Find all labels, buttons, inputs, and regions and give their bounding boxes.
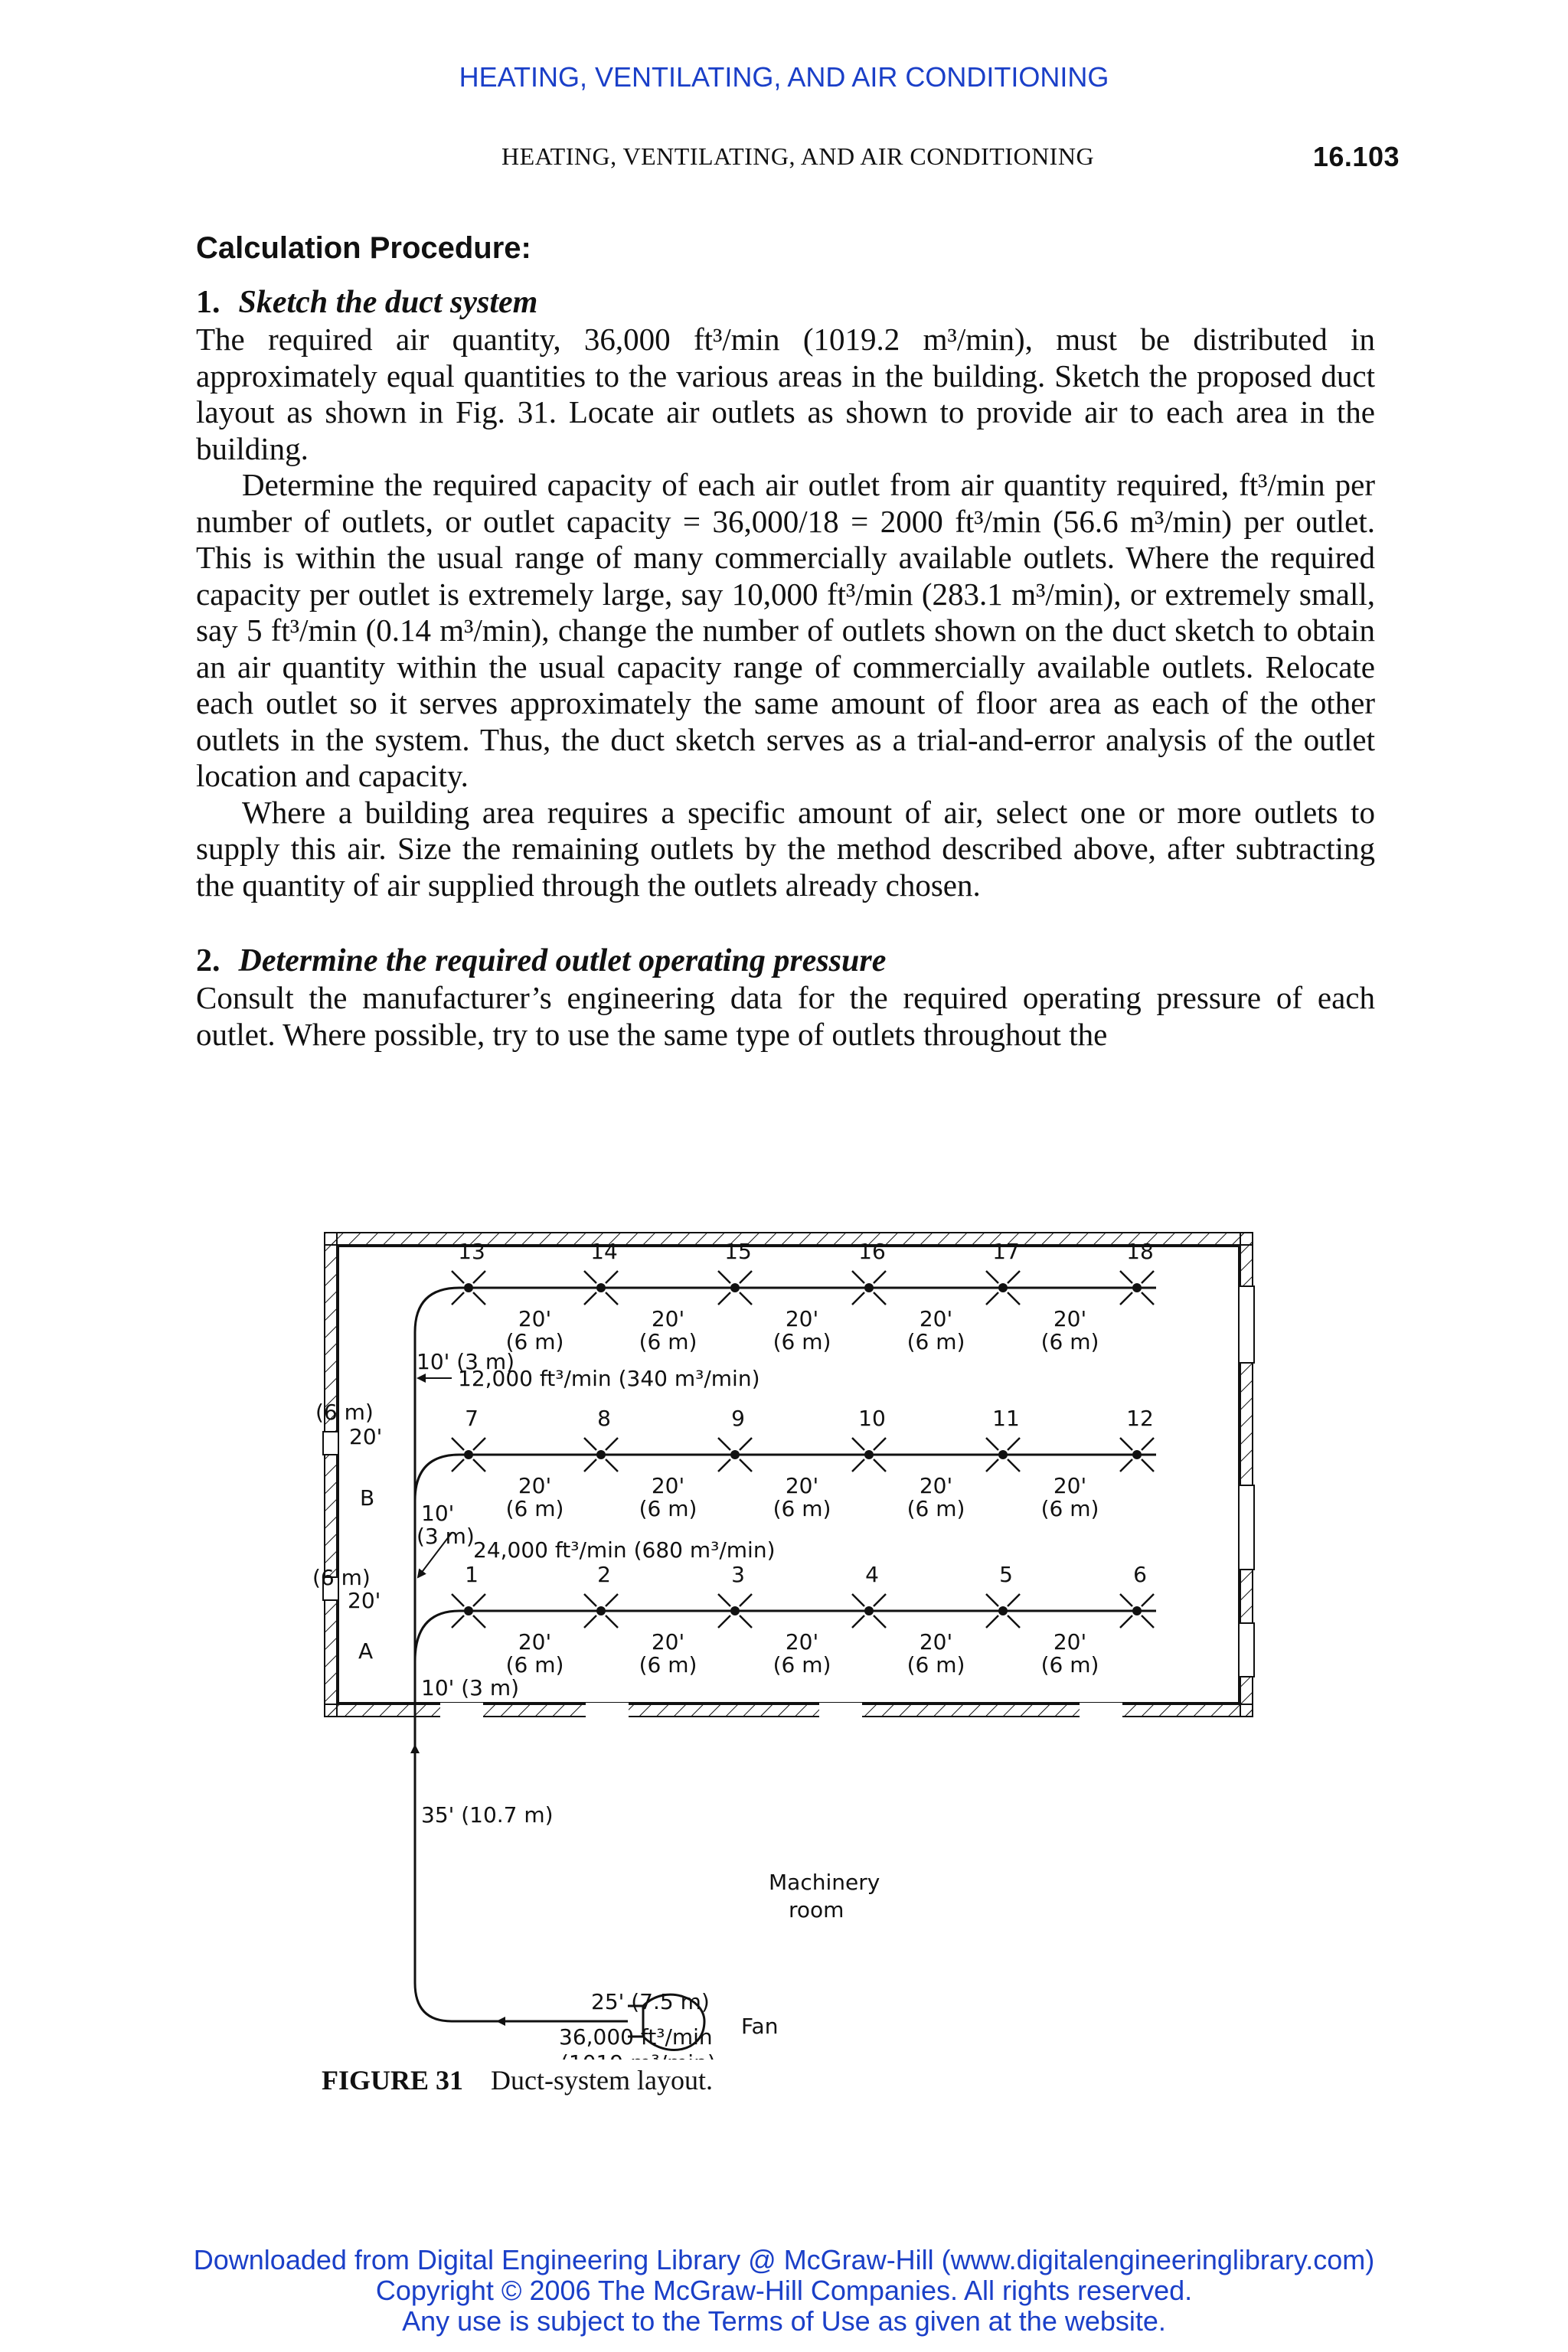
machinery-room-line-2: room (789, 1897, 844, 1922)
outlet-number-1: 1 (465, 1562, 479, 1587)
riser-segment-ft-lower: 20' (348, 1588, 381, 1613)
outlet-number-6: 6 (1133, 1562, 1147, 1587)
step1-paragraph-3: Where a building area requires a specific amount of air, select one or more outlets to supply this air. Size the remaining outlets by the method described above, after subtracting the quantity of air supplied through the outlets already chosen. (196, 794, 1375, 903)
riser-segment-m-lower: (6 m) (312, 1565, 371, 1590)
spacing-m-label: (6 m) (773, 1652, 831, 1677)
outlet-number-17: 17 (992, 1239, 1020, 1264)
spacing-ft-label: 20' (1053, 1473, 1087, 1498)
figure-31-duct-layout (306, 1217, 1271, 2060)
riser-segment-ft-upper: 20' (349, 1424, 383, 1449)
footer-copyright: Copyright © 2006 The McGraw-Hill Companies. All rights reserved. (375, 2275, 1193, 2306)
outlet-16-icon (864, 1283, 874, 1292)
outlet-8-icon (596, 1450, 606, 1459)
fan-label: Fan (741, 2014, 779, 2039)
spacing-m-label: (6 m) (639, 1652, 697, 1677)
step2-paragraph-1: Consult the manufacturer’s engineering data for the required operating pressure of each outlet. Where possible, try to use the same type of outlets throughout the (196, 980, 1375, 1052)
outlet-number-16: 16 (858, 1239, 886, 1264)
outlet-18-icon (1132, 1283, 1142, 1292)
outlet-number-12: 12 (1126, 1406, 1154, 1431)
duct-diagram (306, 1217, 1271, 2060)
step1-title: Sketch the duct system (238, 285, 538, 320)
footer-download-link[interactable]: Downloaded from Digital Engineering Library @ McGraw-Hill (www.digitalengineeringlibrary.com) (193, 2244, 1375, 2275)
spacing-ft-label: 20' (1053, 1629, 1087, 1655)
main-riser-length: 35' (10.7 m) (421, 1802, 554, 1828)
outlet-3-icon (730, 1606, 740, 1615)
spacing-ft-label: 20' (518, 1306, 552, 1331)
branch-length-m-row-2: (3 m) (416, 1524, 475, 1549)
step1-number: 1. (196, 285, 220, 320)
spacing-m-label: (6 m) (906, 1329, 965, 1354)
outlet-9-icon (730, 1450, 740, 1459)
outlet-14-icon (596, 1283, 606, 1292)
branch-length-ft-row-2: 10' (421, 1501, 455, 1526)
spacing-ft-label: 20' (919, 1306, 953, 1331)
outlet-7-icon (464, 1450, 473, 1459)
spacing-ft-label: 20' (919, 1629, 953, 1655)
spacing-m-label: (6 m) (1040, 1652, 1099, 1677)
fan-duct-length: 25' (7.5 m) (591, 1989, 710, 2014)
spacing-ft-label: 20' (785, 1473, 819, 1498)
spacing-m-label: (6 m) (906, 1496, 965, 1521)
outlet-number-7: 7 (465, 1406, 479, 1431)
spacing-m-label: (6 m) (505, 1496, 564, 1521)
outlet-number-2: 2 (597, 1562, 611, 1587)
outlet-17-icon (998, 1283, 1008, 1292)
spacing-m-label: (6 m) (639, 1329, 697, 1354)
spacing-ft-label: 20' (518, 1473, 552, 1498)
fan-flow-imperial: 36,000 ft³/min (559, 2024, 713, 2050)
riser-segment-m-upper: (6 m) (315, 1400, 374, 1425)
spacing-ft-label: 20' (1053, 1306, 1087, 1331)
spacing-ft-label: 20' (919, 1473, 953, 1498)
spacing-ft-label: 20' (785, 1629, 819, 1655)
outlet-number-10: 10 (858, 1406, 886, 1431)
step2-heading (196, 942, 1375, 980)
outlet-number-11: 11 (992, 1406, 1020, 1431)
outlet-4-icon (864, 1606, 874, 1615)
figure-caption-text: Duct-system layout. (491, 2065, 713, 2096)
figure-caption (322, 2064, 713, 2096)
spacing-m-label: (6 m) (505, 1652, 564, 1677)
spacing-ft-label: 20' (651, 1629, 685, 1655)
outlet-number-14: 14 (590, 1239, 618, 1264)
spacing-ft-label: 20' (785, 1306, 819, 1331)
flow-row-2: 24,000 ft³/min (680 m³/min) (473, 1537, 776, 1563)
outlet-10-icon (864, 1450, 874, 1459)
body-text (196, 230, 1375, 1053)
procedure-heading: Calculation Procedure: (196, 231, 531, 265)
outlet-15-icon (730, 1283, 740, 1292)
step2-title: Determine the required outlet operating pressure (238, 943, 887, 978)
spacing-m-label: (6 m) (505, 1329, 564, 1354)
branch-length-row-1: 10' (3 m) (421, 1675, 520, 1700)
page-number: 16.103 (1312, 141, 1400, 172)
footer (0, 2245, 1568, 2337)
outlet-number-4: 4 (865, 1562, 879, 1587)
step1-paragraph-2: Determine the required capacity of each air outlet from air quantity required, ft³/min per number of outlets, or outlet capacity = 36,000/18 = 2000 ft³/min (56.6 m³/min) per outlet. This is within the usual range of many commercially available outlets. Where the required capacity per outlet is extremely large, say 10,000 ft³/min (283.1 m³/min), or extremely small, say 5 ft³/min (0.14 m³/min), change the number of outlets shown on the duct sketch to obtain an air quantity within the usual capacity range of commercially available outlets. Relocate each outlet so it serves approximately the same amount of floor area as each of the other outlets in the system. Thus, the duct sketch serves as a trial-and-error analysis of the outlet location and capacity. (196, 467, 1375, 793)
outlet-13-icon (464, 1283, 473, 1292)
branch-length-row-3: 10' (3 m) (416, 1349, 515, 1374)
spacing-ft-label: 20' (651, 1473, 685, 1498)
outlet-6-icon (1132, 1606, 1142, 1615)
spacing-m-label: (6 m) (1040, 1329, 1099, 1354)
spacing-ft-label: 20' (518, 1629, 552, 1655)
step2-number: 2. (196, 943, 220, 978)
area-b-label: B (360, 1485, 375, 1511)
spacing-ft-label: 20' (651, 1306, 685, 1331)
outlet-number-15: 15 (724, 1239, 752, 1264)
outlet-number-8: 8 (597, 1406, 611, 1431)
spacing-m-label: (6 m) (773, 1329, 831, 1354)
machinery-room-line-1: Machinery (769, 1870, 880, 1895)
main-riser-duct (415, 1746, 628, 2021)
running-title: HEATING, VENTILATING, AND AIR CONDITIONING (501, 142, 1095, 170)
area-a-label: A (358, 1638, 374, 1664)
outlet-2-icon (596, 1606, 606, 1615)
step1-heading (196, 283, 1375, 322)
spacing-m-label: (6 m) (1040, 1496, 1099, 1521)
spacing-m-label: (6 m) (906, 1652, 965, 1677)
step1-paragraph-1: The required air quantity, 36,000 ft³/min (1019.2 m³/min), must be distributed in approximately equal quantities to the various areas in the building. Sketch the proposed duct layout as shown in Fig. 31. Locate air outlets as shown to provide air to each area in the building. (196, 322, 1375, 466)
fan-flow-metric (560, 2050, 716, 2060)
outlet-number-18: 18 (1126, 1239, 1154, 1264)
outlet-12-icon (1132, 1450, 1142, 1459)
figure-label: FIGURE 31 (322, 2065, 464, 2096)
outlet-5-icon (998, 1606, 1008, 1615)
top-header-link[interactable]: HEATING, VENTILATING, AND AIR CONDITIONING (459, 61, 1109, 93)
outlet-number-13: 13 (458, 1239, 485, 1264)
outlet-number-9: 9 (731, 1406, 745, 1431)
spacing-m-label: (6 m) (773, 1496, 831, 1521)
outlet-number-3: 3 (731, 1562, 745, 1587)
outlet-1-icon (464, 1606, 473, 1615)
spacing-m-label: (6 m) (639, 1496, 697, 1521)
outlet-number-5: 5 (999, 1562, 1013, 1587)
footer-terms-link[interactable]: Any use is subject to the Terms of Use as given at the website. (402, 2305, 1166, 2337)
flow-row-3: 12,000 ft³/min (340 m³/min) (458, 1366, 760, 1391)
outlet-11-icon (998, 1450, 1008, 1459)
